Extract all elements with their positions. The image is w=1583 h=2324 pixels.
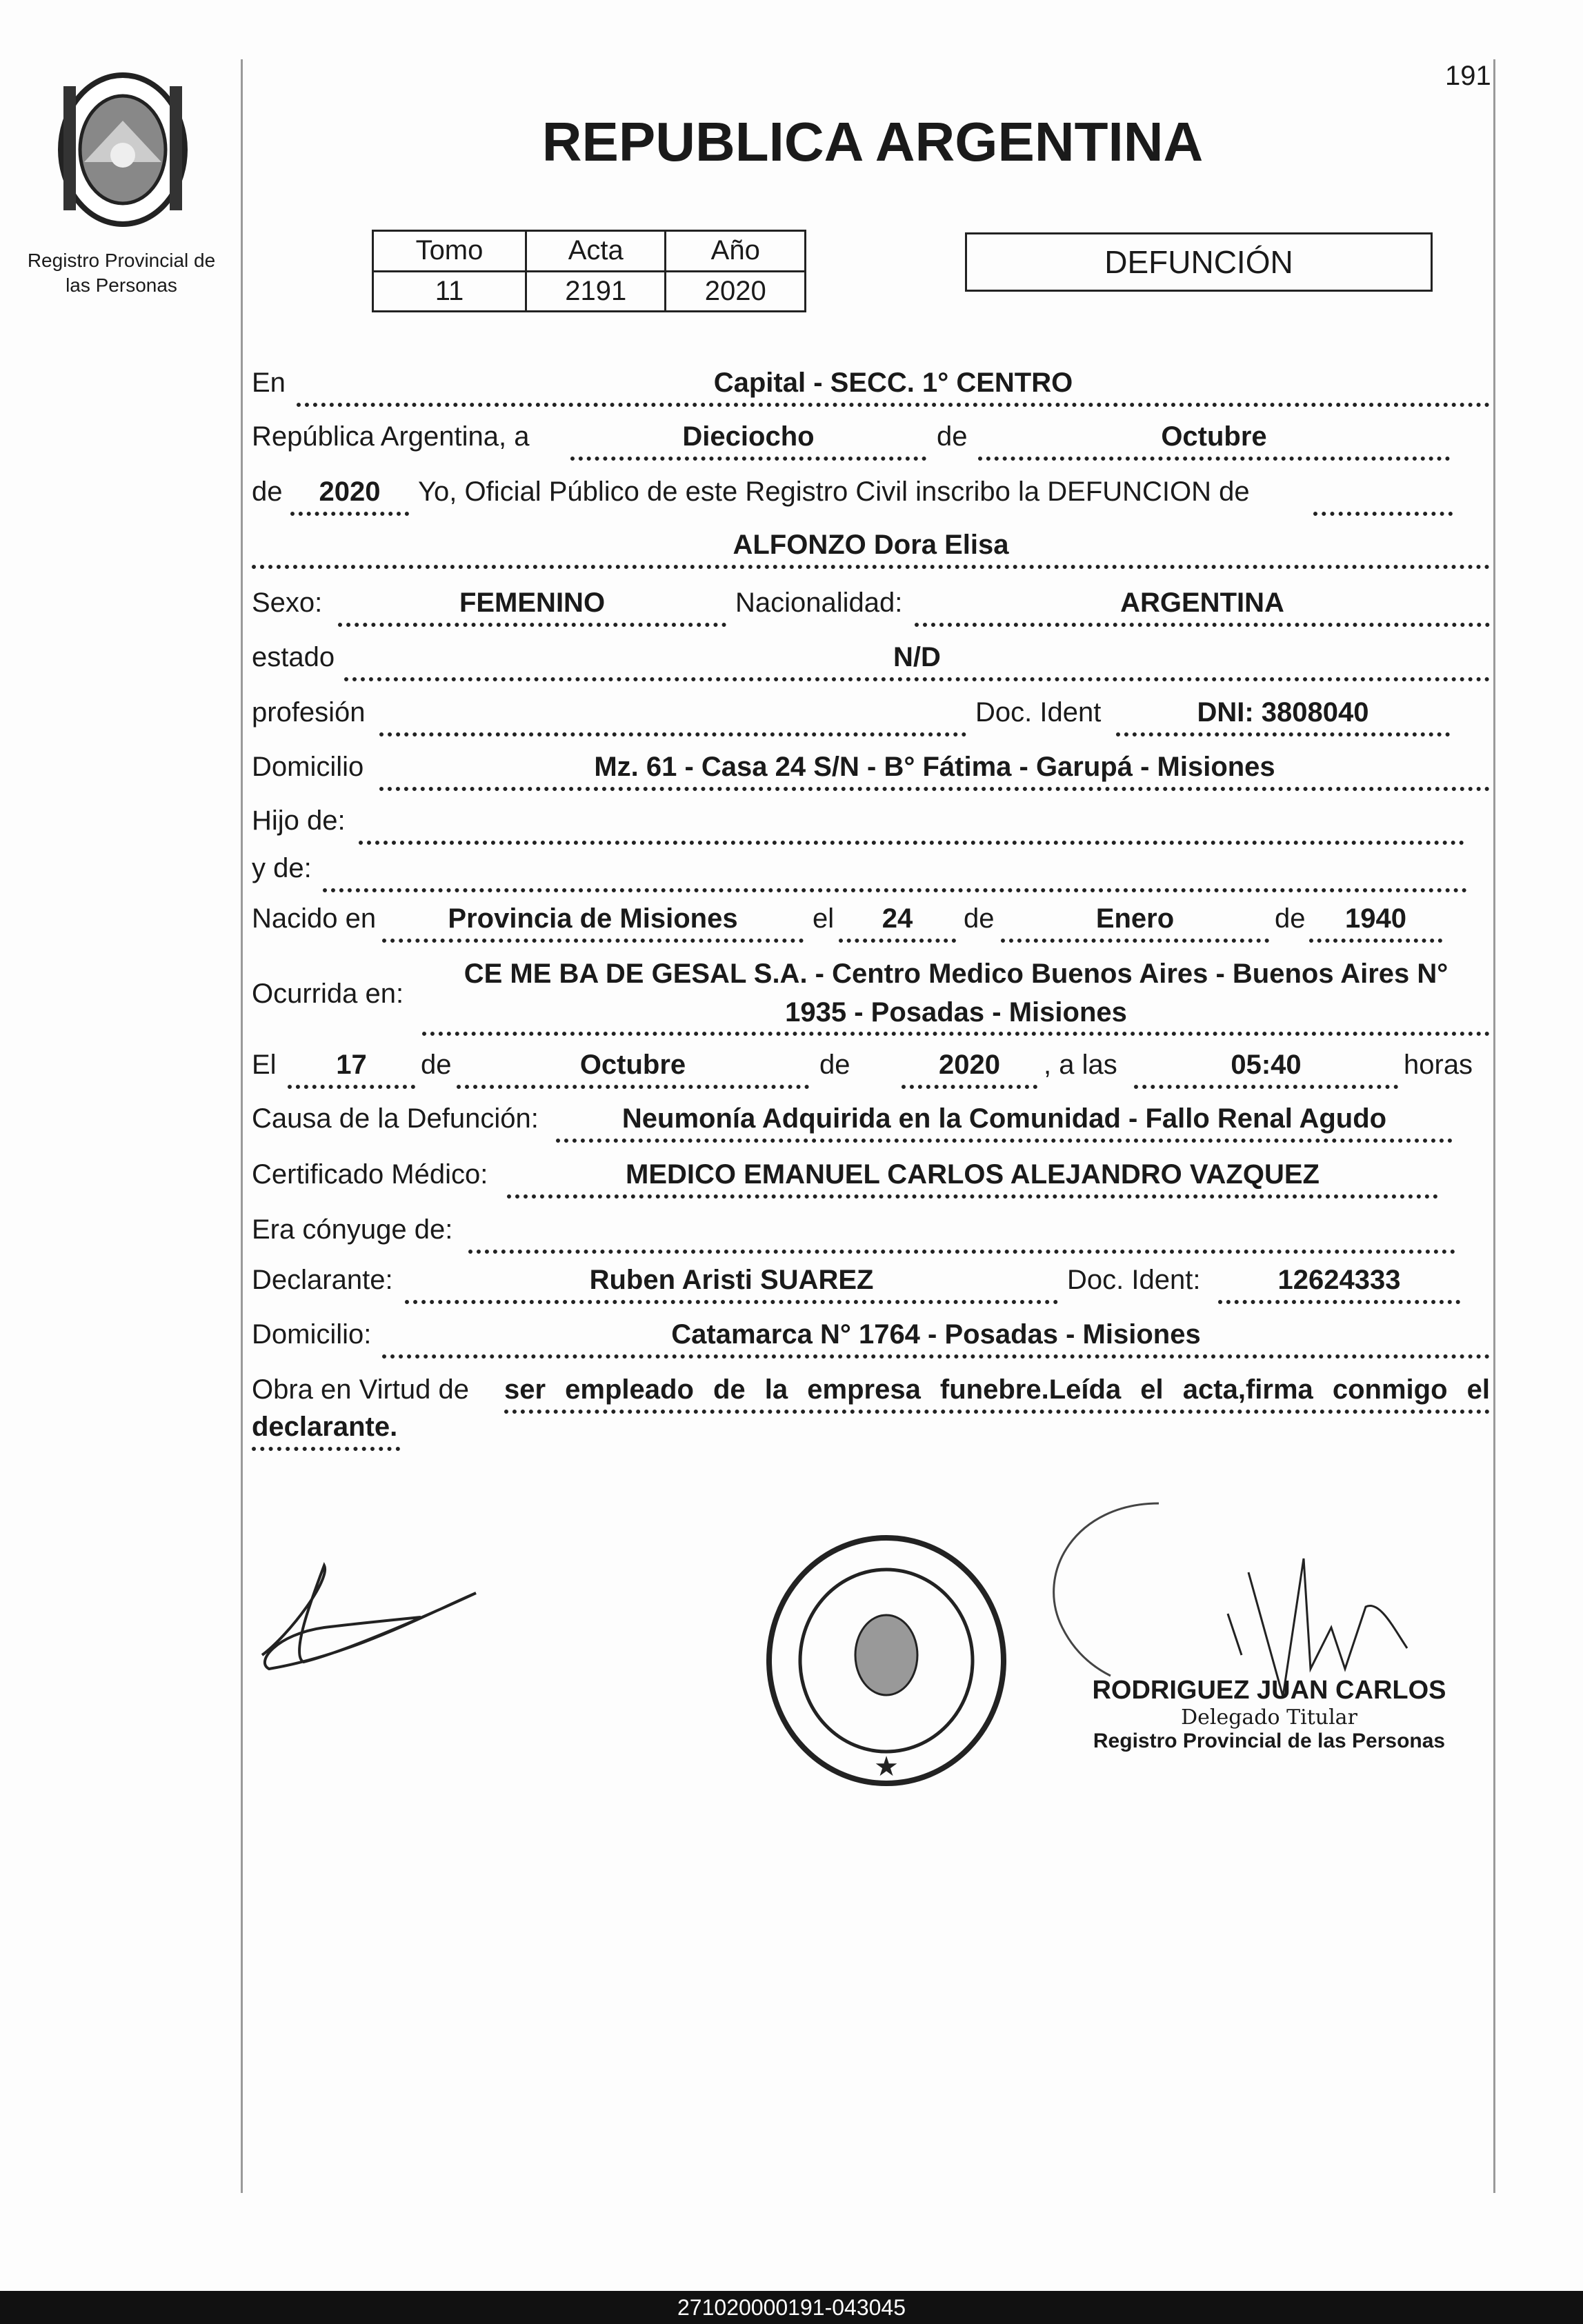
death-month-field: Octubre (457, 1048, 809, 1089)
place-field: Capital - SECC. 1° CENTRO (297, 365, 1490, 407)
footer-code: 271020000191-043045 (677, 2295, 906, 2320)
causa-label: Causa de la Defunción: (252, 1103, 539, 1134)
death-year-field: 2020 (902, 1048, 1037, 1089)
year-field: 2020 (290, 474, 409, 516)
registry-line-2: las Personas (66, 274, 177, 296)
sexo-label: Sexo: (252, 588, 323, 618)
obra-field-line-2: declarante. (252, 1410, 400, 1451)
de-label: de (819, 1050, 850, 1080)
officer-office: Registro Provincial de las Personas (1093, 1730, 1446, 1752)
header-acta: Acta (526, 231, 666, 272)
el-label: el (813, 903, 835, 934)
domicilio-field: Mz. 61 - Casa 24 S/N - B° Fátima - Garupá - Misiones (379, 750, 1490, 791)
estado-label: estado (252, 642, 335, 672)
declarant-signature (248, 1552, 490, 1683)
place-of-death-line-2: 1935 - Posadas - Misiones (785, 997, 1127, 1028)
deceased-name-field: ALFONZO Dora Elisa (252, 528, 1490, 569)
nacido-label: Nacido en (252, 903, 377, 934)
republica-label: República Argentina, a (252, 421, 530, 452)
place-of-death-field (422, 954, 1490, 1036)
causa-field: Neumonía Adquirida en la Comunidad - Fallo Renal Agudo (556, 1101, 1453, 1143)
officer-name: RODRIGUEZ JUAN CARLOS (1092, 1676, 1446, 1705)
mother-field (323, 851, 1467, 892)
nacionalidad-field: ARGENTINA (915, 585, 1490, 627)
horas-label: horas (1404, 1050, 1473, 1080)
death-day-field: 17 (288, 1048, 415, 1089)
registry-seal (759, 1531, 1014, 1793)
profesion-field (379, 695, 966, 737)
officer-stamp (1076, 1676, 1462, 1753)
sexo-field: FEMENINO (338, 585, 726, 627)
page-title: REPUBLICA ARGENTINA (541, 111, 1204, 172)
doc-ident-label: Doc. Ident (975, 697, 1102, 728)
de-label: de (421, 1050, 452, 1080)
obra-field-line-1: ser empleado de la empresa funebre.Leída el acta,firma conmigo el (504, 1372, 1490, 1414)
profesion-label: profesión (252, 697, 366, 728)
value-acta: 2191 (526, 271, 666, 312)
month-field: Octubre (978, 419, 1450, 461)
inscribo-text: Yo, Oficial Público de este Registro Civil inscribo la DEFUNCION de (418, 477, 1250, 507)
de-label: de (1275, 903, 1306, 934)
birthplace-field: Provincia de Misiones (382, 901, 804, 943)
header-tomo: Tomo (373, 231, 526, 272)
father-field (359, 803, 1464, 845)
ocurrida-label: Ocurrida en: (252, 979, 404, 1009)
de-label: de (964, 903, 995, 934)
conyuge-field (468, 1212, 1455, 1254)
header-ano: Año (666, 231, 806, 272)
el-label: El (252, 1050, 277, 1080)
a-las-label: , a las (1044, 1050, 1117, 1080)
de-label: de (252, 477, 283, 507)
death-time-field: 05:40 (1134, 1048, 1398, 1089)
blank-field (1313, 474, 1453, 516)
conyuge-label: Era cónyuge de: (252, 1214, 453, 1245)
de-label: de (937, 421, 968, 452)
certificado-label: Certificado Médico: (252, 1159, 488, 1190)
province-coat-of-arms-logo (50, 72, 196, 231)
svg-text:★: ★ (874, 1752, 899, 1782)
value-tomo: 11 (373, 271, 526, 312)
value-ano: 2020 (666, 271, 806, 312)
decl-domicilio-field: Catamarca N° 1764 - Posadas - Misiones (382, 1317, 1490, 1359)
decl-domicilio-label: Domicilio: (252, 1319, 372, 1350)
day-words-field: Dieciocho (570, 419, 926, 461)
registry-name (14, 248, 229, 298)
nacionalidad-label: Nacionalidad: (735, 588, 903, 618)
birth-year-field: 1940 (1309, 901, 1442, 943)
doc-ident-field: DNI: 3808040 (1116, 695, 1450, 737)
officer-role: Delegado Titular (1181, 1705, 1357, 1730)
certificado-field: MEDICO EMANUEL CARLOS ALEJANDRO VAZQUEZ (507, 1157, 1438, 1199)
record-reference-table (372, 230, 806, 312)
hijo-de-label: Hijo de: (252, 805, 346, 836)
birth-month-field: Enero (1001, 901, 1269, 943)
obra-label: Obra en Virtud de (252, 1374, 470, 1405)
document-type-box: DEFUNCIÓN (965, 232, 1433, 292)
y-de-label: y de: (252, 853, 312, 883)
declarante-label: Declarante: (252, 1265, 393, 1295)
place-of-death-line-1: CE ME BA DE GESAL S.A. - Centro Medico Buenos Aires - Buenos Aires N° (464, 959, 1448, 989)
domicilio-label: Domicilio (252, 752, 364, 782)
footer-bar (0, 2291, 1583, 2324)
declarante-field: Ruben Aristi SUAREZ (405, 1263, 1058, 1304)
estado-field: N/D (344, 640, 1490, 681)
page-number: 191 (1445, 61, 1491, 91)
registry-line-1: Registro Provincial de (27, 250, 216, 271)
decl-doc-field: 12624333 (1218, 1263, 1460, 1304)
en-label: En (252, 368, 286, 398)
decl-doc-label: Doc. Ident: (1067, 1265, 1201, 1295)
birth-day-field: 24 (839, 901, 956, 943)
